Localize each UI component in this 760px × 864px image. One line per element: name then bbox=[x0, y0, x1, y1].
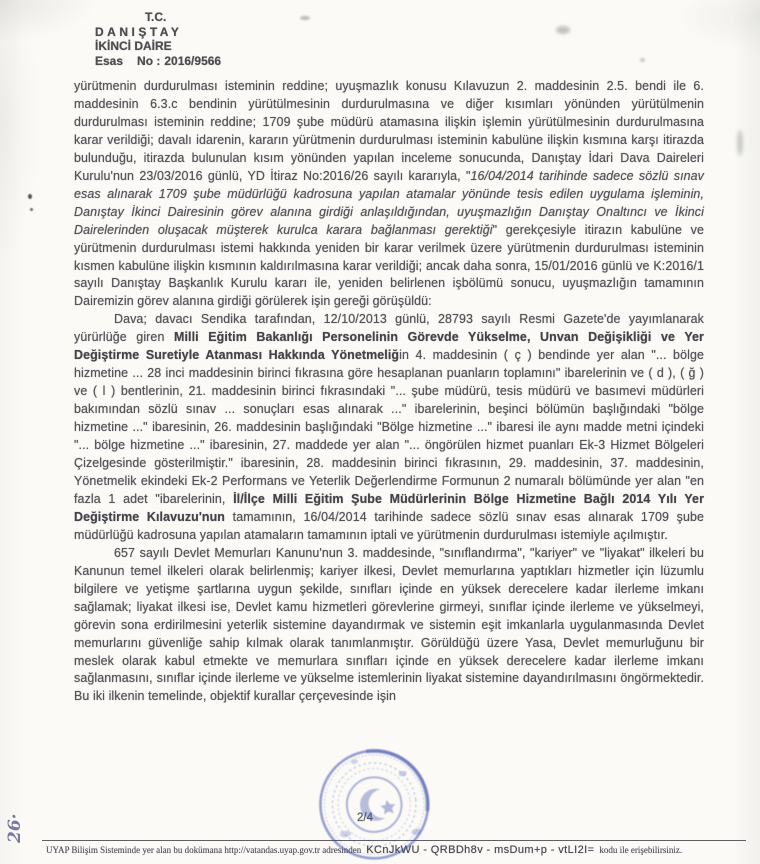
text-segment-bold: Milli Eğitim Bakanlığı Personelinin Görevde Yükselme, Unvan Değişikliği ve Yer Değiştirme Suretiyle Atanması Hakkında Yönetmeliğ bbox=[74, 330, 705, 363]
footer-access-code: KCnJkWU - QRBDh8v - msDum+p - vtLI2I= bbox=[366, 844, 595, 856]
case-number-row bbox=[95, 54, 221, 69]
scan-noise-speck bbox=[28, 194, 32, 199]
scan-noise-speck bbox=[30, 208, 33, 211]
footer-notice-suffix: kodu ile erişebilirsiniz. bbox=[599, 845, 683, 855]
page-number: 2/4 bbox=[357, 812, 373, 824]
esas-label: Esas bbox=[95, 53, 124, 68]
no-label: No : bbox=[137, 53, 161, 68]
body-paragraph bbox=[74, 78, 704, 311]
case-number-value: 2016/9566 bbox=[164, 53, 222, 68]
scan-noise-speck bbox=[640, 58, 645, 62]
footer-divider bbox=[42, 840, 746, 841]
header-chamber: İKİNCİ DAİRE bbox=[95, 39, 172, 53]
scan-noise-speck bbox=[556, 26, 570, 34]
document-header bbox=[95, 10, 221, 68]
text-segment-normal: " gerekçesiyle itirazın kabulüne ve yürütmenin durdurulması istemi hakkında yeniden bir karar verilmek üzere yürütmenin durdurulması isteminin kısmen kabulüne ilişkin kısmının kaldırılmasına karar verildiği; ancak daha sonra, 15/01/2016 günlü ve K:2016/1 sayılı Danıştay Başkanlık Kurulu kararı ile, yeniden belirlenen işbölümü sonucu, uyuşmazlığın tamamının Dairemizin görev alanına girdiği görülerek işin gereği görüşüldü: bbox=[74, 222, 704, 309]
text-segment-bold: İl/İlçe Milli Eğitim Şube Müdürlerinin Bölge Hizmetine Bağlı 2014 Yılı Yer Değiştirme Kılavuzu'nun bbox=[74, 491, 705, 524]
text-segment-normal: 657 sayılı Devlet Memurları Kanunu'nun 3. maddesinde, "sınıflandırma", "kariyer" ve "liyakat" ilkeleri bu Kanunun temel ilkeleri olarak belirlenmiş; kariyer ilkesi, Devlet memurlarına yaptıkları hizmetler için lüzumlu bilgilere ve yetişme şartlarına uygun şekilde, sınıfları içinde en yüksek derecelere kadar ilerleme imkanı sağlamak; liyakat ilkesi ise, Devlet kamu hizmetleri görevlerine girmeyi, sınıflar içinde ilerleme ve yükselmeyi, görevin sona erdirilmesini yeterlik sistemine dayandırmak ve sistemin eşit imkanlarla uygulanmasında Devlet memurlarını güvenliğe sahip kılmak olarak tanımlanmıştır. Görüldüğü üzere Yasa, Devlet memurluğunu bir meslek olarak kabul etmekte ve memurlara sınıfları içinde en yüksek derecelere kadar ilerleme imkanı sağlanmasını, sınıflar içinde ilerleme ve yükselme istemlerinin liyakat sistemine dayandırılmasını öngörmektedir. Bu iki ilkenin temelinde, objektif kurallar çerçevesinde işin bbox=[74, 545, 704, 704]
text-segment-normal: in 4. maddesinin ( ç ) bendinde yer alan "... bölge hizmetine ... 28 inci maddesinin birinci fıkrasına göre hesaplanan puanların toplamını" ibarelerinin ve ( d ), ( ğ ) ve ( l ) bentlerinin, 21. maddesinin birinci fıkrasındaki "... şube müdürü, tesis müdürü ve basımevi müdürleri bakımından sözlü sınav ... sonuçları esas alınarak ..." ibarelerinin, beşinci bölümün başlığındaki "bölge hizmetine ..." ibaresinin, 26. maddesinin başlığındaki "Bölge hizmetine ..." ibaresi ile aynı madde metni içindeki "... bölge hizmetine ..." ibaresinin, 27. maddede yer alan "... öngörülen hizmet puanları Ek-3 Hizmet Bölgeleri Çizelgesinde gösterilmiştir." ibaresinin, 28. maddesinin birinci fıkrasının, 29. maddesinin, 37. maddesinin, Yönetmelik ekindeki Ek-2 Performans ve Yeterlik Değerlendirme Formunun 2 numaralı bölümünde yer alan "en fazla 1 adet "ibarelerinin, bbox=[74, 348, 704, 506]
body-paragraph bbox=[74, 311, 704, 544]
text-segment-normal: tamamının, 16/04/2014 tarihinde sadece sözlü sınav esas alınarak 1709 şube müdürlüğü kadrosuna yapılan atamaların tamamının iptali ve yürütmenin durdurulması istemiyle açılmıştır. bbox=[74, 509, 704, 542]
header-court-name: DANIŞTAY bbox=[95, 24, 183, 39]
text-segment-italic: 16/04/2014 tarihinde sadece sözlü sınav esas alınarak 1709 şube müdürlüğü kadrosuna yapılan atamalar yönünde tesis edilen uygulama işleminin, Danıştay İkinci Dairesinin görev alanına girdiği anlaşıldığından, uyuşmazlığın Danıştay Onaltıncı ve İkinci Dairelerinden oluşacak müşterek kurulca karara bağlanması gerektiği bbox=[74, 168, 704, 237]
uyap-footer bbox=[46, 844, 752, 856]
scan-noise-speck bbox=[300, 16, 310, 20]
document-body bbox=[74, 78, 704, 706]
body-paragraph bbox=[74, 545, 704, 707]
footer-notice-prefix: UYAP Bilişim Sisteminde yer alan bu dokümana http://vatandas.uyap.gov.tr adresinden bbox=[46, 845, 362, 855]
header-country: T.C. bbox=[145, 10, 167, 24]
scan-noise-speck bbox=[737, 130, 743, 156]
text-segment-normal: yürütmenin durdurulması isteminin reddine; uyuşmazlık konusu Kılavuzun 2. maddesinin 2.5. bendi ile 6. maddesinin 6.3.c bendinin yürütülmesinin durdurulmasına ve diğer kısımları yönünden yürütülmenin durdurulması isteminin reddine; 1709 şube müdürü atamasına ilişkin işlemin yürütülmesinin durdurulmasına karar verildiği; davalı idarenin, kararın yürütmenin durdurulması isteminin kabulüne ilişkin kısmına karşı itirazda bulunduğu, itirazda bulunulan kısım yönünden yapılan inceleme sonucunda, Danıştay İdari Dava Daireleri Kurulu'nun 23/03/2016 günlü, YD İtiraz No:2016/26 sayılı kararıyla, " bbox=[74, 79, 704, 183]
handwritten-margin-note: 26· bbox=[5, 813, 25, 843]
text-segment-normal: Dava; davacı Sendika tarafından, 12/10/2013 günlü, 28793 sayılı Resmi Gazete'de yayımlanarak yürürlüğe giren bbox=[74, 312, 704, 345]
